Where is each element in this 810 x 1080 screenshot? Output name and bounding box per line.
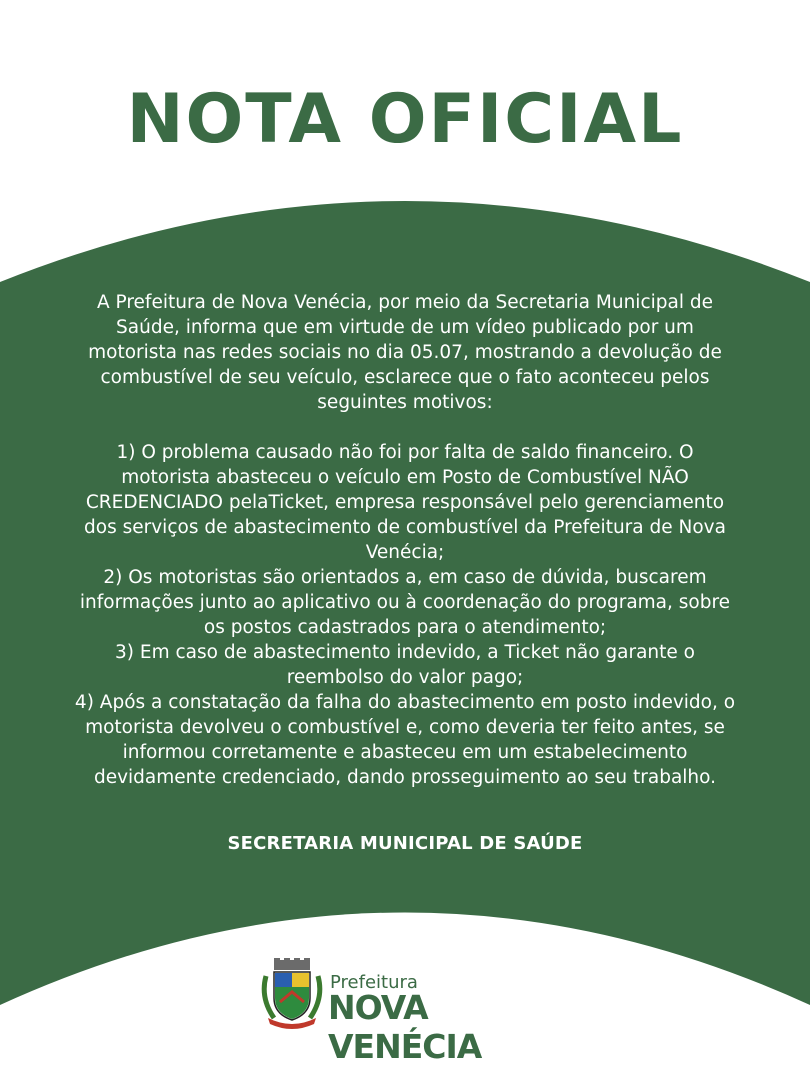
item-2: 2) Os motoristas são orientados a, em caso de dúvida, buscarem informações junto ao aplicativo ou à coordenação do programa, sobre os postos cadastrados para o atendimento; bbox=[79, 567, 731, 638]
intro-paragraph: A Prefeitura de Nova Venécia, por meio da Secretaria Municipal de Saúde, informa que em virtude de um vídeo publicado por um motorista nas redes sociais no dia 05.07, mostrando a devolução de combustível de seu veículo, esclarece que o fato aconteceu pelos seguintes motivos: bbox=[88, 292, 722, 413]
logo-name: NOVA VENÉCIA bbox=[328, 988, 482, 1066]
item-4: 4) Após a constatação da falha do abastecimento em posto indevido, o motorista devolveu o combustível e, como deveria ter feito antes, se informou corretamente e abasteceu em um estabelecimento devidamente credenciado, dando prosseguimento ao seu trabalho. bbox=[74, 692, 736, 788]
item-1: 1) O problema causado não foi por falta de saldo financeiro. O motorista abasteceu o veículo em Posto de Combustível NÃO CREDENCIADO pelaTicket, empresa responsável pelo gerenciamento dos serviços de abastecimento de combustível da Prefeitura de Nova Venécia; bbox=[84, 442, 726, 563]
logo-subtitle: Prefeitura bbox=[330, 972, 418, 993]
page-title: NOTA OFICIAL bbox=[126, 80, 684, 159]
prefeitura-logo bbox=[260, 958, 560, 1066]
coat-of-arms-icon bbox=[260, 958, 324, 1030]
item-3: 3) Em caso de abastecimento indevido, a Ticket não garante o reembolso do valor pago; bbox=[115, 642, 695, 688]
signature: SECRETARIA MUNICIPAL DE SAÚDE bbox=[227, 833, 583, 854]
note-body bbox=[70, 290, 740, 790]
